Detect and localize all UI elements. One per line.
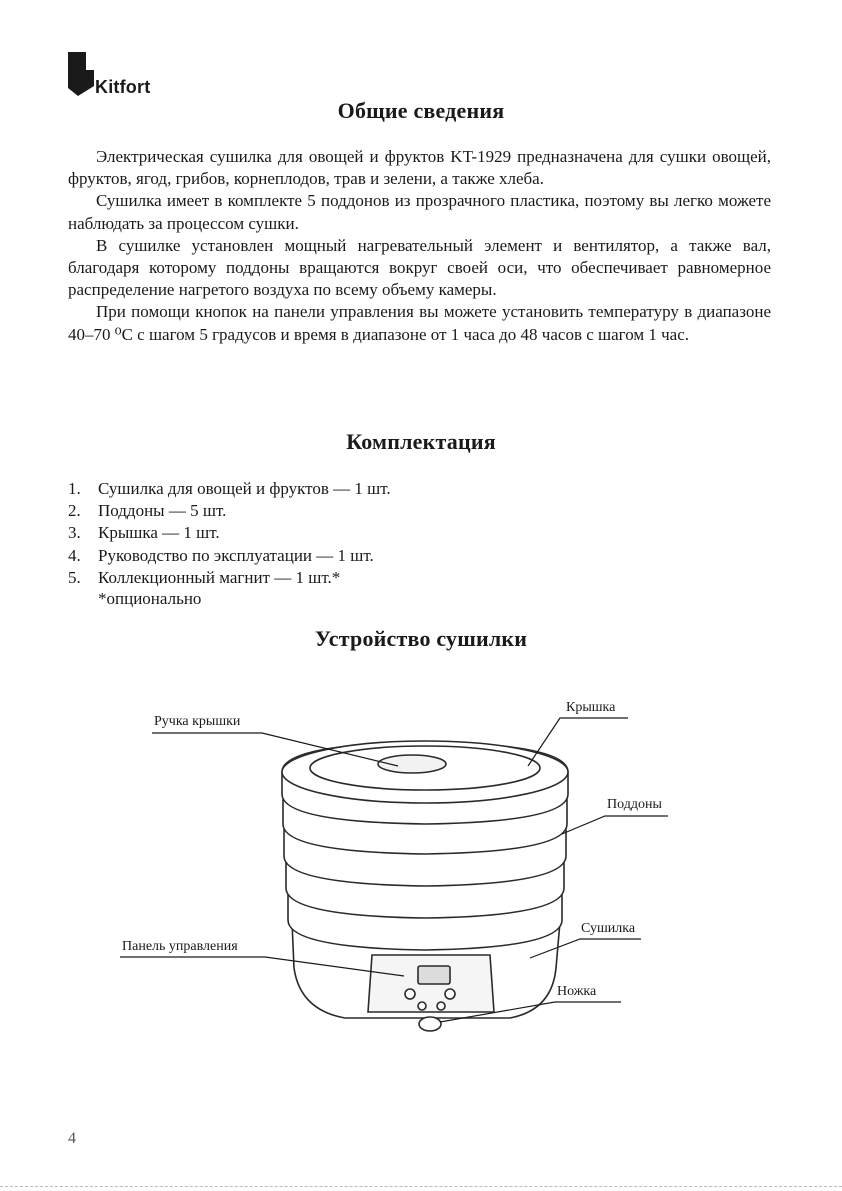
- kit-item-number: 4.: [68, 545, 81, 565]
- kit-item-text: Сушилка для овощей и фруктов — 1 шт.: [98, 479, 391, 498]
- general-paragraph: Сушилка имеет в комплекте 5 поддонов из прозрачного пластика, поэтому вы легко можете наблюдать за процессом сушки.: [68, 191, 771, 233]
- page-number: 4: [68, 1130, 76, 1147]
- control-button: [418, 1002, 426, 1010]
- label-base: Сушилка: [581, 921, 636, 936]
- control-button: [445, 989, 455, 999]
- general-paragraph: При помощи кнопок на панели управления вы можете установить температуру в диапазоне 40–70 ⁰С с шагом 5 градусов и время в диапазоне от 1 часа до 48 часов с шагом 1 час.: [68, 302, 771, 344]
- kit-heading: Комплектация: [346, 429, 496, 454]
- control-button: [405, 989, 415, 999]
- kit-item-text: Руководство по эксплуатации — 1 шт.: [98, 545, 374, 565]
- general-paragraph: Электрическая сушилка для овощей и фруктов KT-1929 предназначена для сушки овощей, фруктов, ягод, грибов, корнеплодов, трав и зелени, а также хлеба.: [68, 147, 771, 189]
- kit-item-number: 5.: [68, 567, 81, 587]
- label-lid-handle: Ручка крышки: [154, 714, 241, 729]
- kit-item-text: Коллекционный магнит — 1 шт.*: [98, 567, 341, 587]
- display-screen: [418, 966, 450, 984]
- kit-item-number: 1.: [68, 479, 81, 498]
- brand-name: Kitfort: [95, 77, 151, 97]
- general-paragraph: В сушилке установлен мощный нагревательный элемент и вентилятор, а также вал, благодаря которому поддоны вращаются вокруг своей оси, что обеспечивает равномерное распределение нагретого воздуха по всему объему камеры.: [68, 235, 771, 300]
- device-heading: Устройство сушилки: [314, 626, 528, 651]
- kit-item-text: Поддоны — 5 шт.: [98, 501, 227, 521]
- page-bottom-rule: [0, 1186, 842, 1187]
- label-trays: Поддоны: [607, 797, 662, 812]
- label-lid: Крышка: [566, 700, 616, 715]
- kit-item-number: 3.: [68, 523, 81, 543]
- kit-footnote: *опционально: [98, 589, 202, 608]
- label-foot: Ножка: [557, 984, 597, 999]
- general-heading: Общие сведения: [337, 98, 505, 123]
- label-control-panel: Панель управления: [122, 939, 238, 954]
- kit-item-text: Крышка — 1 шт.: [98, 523, 220, 543]
- dryer-foot: [419, 1017, 441, 1031]
- control-button: [437, 1002, 445, 1010]
- callout-line: [562, 816, 668, 834]
- kit-item-number: 2.: [68, 501, 81, 521]
